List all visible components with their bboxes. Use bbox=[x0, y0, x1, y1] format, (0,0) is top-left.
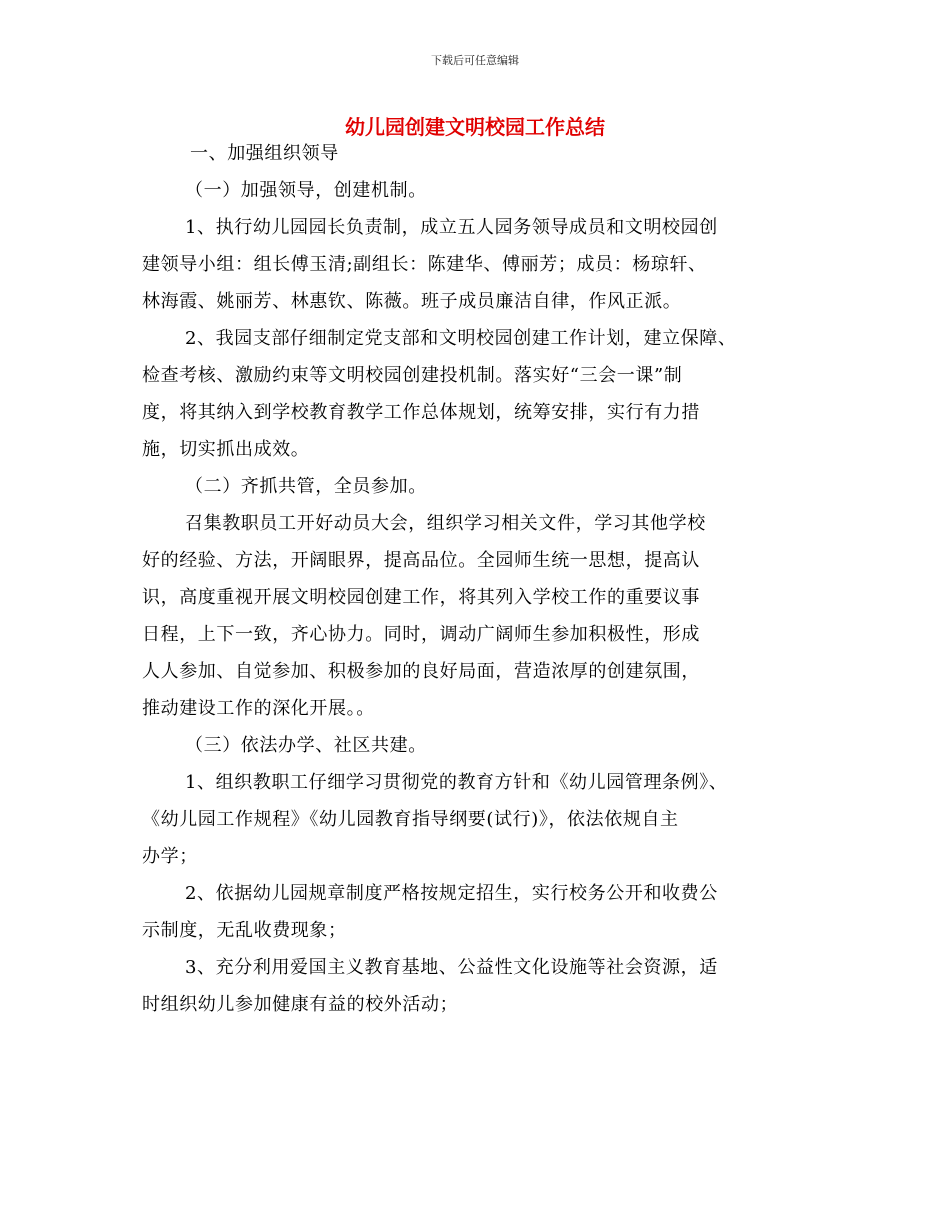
paragraph-line: 《幼儿园工作规程》《幼儿园教育指导纲要(试行)》，依法依规自主 bbox=[142, 809, 679, 830]
subsection-heading-2: （二）齐抓共管，全员参加。 bbox=[185, 476, 427, 497]
header-note: 下载后可任意编辑 bbox=[431, 54, 519, 67]
subsection-heading-1: （一）加强领导，创建机制。 bbox=[185, 180, 427, 201]
paragraph-line: 人人参加、自觉参加、积极参加的良好局面，营造浓厚的创建氛围， bbox=[142, 661, 700, 682]
paragraph-line: 1、执行幼儿园园长负责制，成立五人园务领导成员和文明校园创 bbox=[185, 217, 718, 238]
paragraph-line: 好的经验、方法，开阔眼界，提高品位。全园师生统一思想，提高认 bbox=[142, 550, 700, 571]
paragraph-line: 度，将其纳入到学校教育教学工作总体规划，统筹安排，实行有力措 bbox=[142, 402, 700, 423]
paragraph-line: 施，切实抓出成效。 bbox=[142, 439, 310, 460]
paragraph-line: 日程，上下一致，齐心协力。同时，调动广阔师生参加积极性，形成 bbox=[142, 624, 700, 645]
paragraph-line: 召集教职员工开好动员大会，组织学习相关文件，学习其他学校 bbox=[185, 513, 706, 534]
paragraph-line: 建领导小组：组长傅玉清;副组长：陈建华、傅丽芳；成员：杨琼轩、 bbox=[142, 254, 707, 275]
document-title: 幼儿园创建文明校园工作总结 bbox=[345, 115, 605, 139]
paragraph-line: 2、我园支部仔细制定党支部和文明校园创建工作计划，建立保障、 bbox=[185, 328, 737, 349]
paragraph-line: 检查考核、激励约束等文明校园创建投机制。落实好“三会一课”制 bbox=[142, 365, 683, 386]
paragraph-line: 识，高度重视开展文明校园创建工作，将其列入学校工作的重要议事 bbox=[142, 587, 700, 608]
paragraph-line: 1、组织教职工仔细学习贯彻党的教育方针和《幼儿园管理条例》、 bbox=[185, 772, 728, 793]
paragraph-line: 2、依据幼儿园规章制度严格按规定招生，实行校务公开和收费公 bbox=[185, 883, 718, 904]
paragraph-line: 时组织幼儿参加健康有益的校外活动； bbox=[142, 994, 459, 1015]
paragraph-line: 3、充分利用爱国主义教育基地、公益性文化设施等社会资源，适 bbox=[185, 957, 718, 978]
section-heading-1: 一、加强组织领导 bbox=[190, 143, 339, 164]
subsection-heading-3: （三）依法办学、社区共建。 bbox=[185, 735, 427, 756]
paragraph-line: 示制度，无乱收费现象； bbox=[142, 920, 347, 941]
paragraph-line: 林海霞、姚丽芳、林惠钦、陈薇。班子成员廉洁自律，作风正派。 bbox=[142, 291, 682, 312]
paragraph-line: 办学； bbox=[142, 846, 198, 867]
paragraph-line: 推动建设工作的深化开展。。 bbox=[142, 698, 375, 719]
